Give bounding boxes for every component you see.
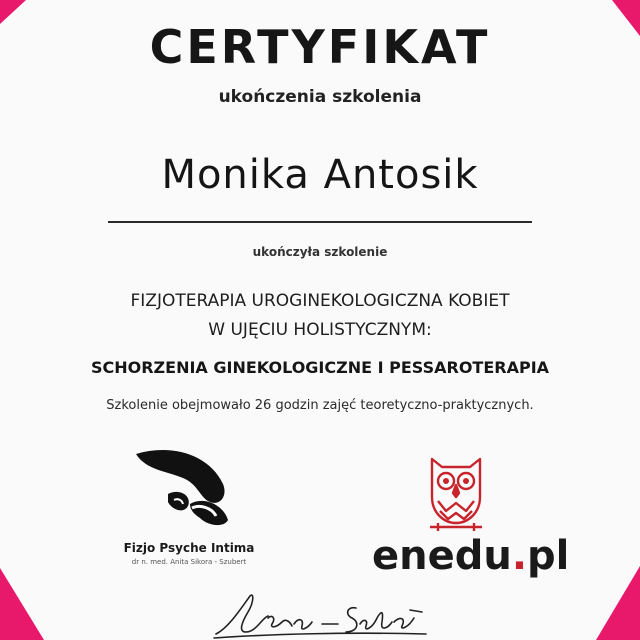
course-title-line1: FIZJOTERAPIA UROGINEKOLOGICZNA KOBIET [130,291,510,311]
enedu-wordmark [372,533,569,579]
fizjo-psyche-intima-subtitle: dr n. med. Anita Sikora - Szubert [131,558,247,566]
certificate-subtitle: ukończenia szkolenia [218,87,422,107]
enedu-wordmark-dot: . [511,533,528,579]
signature-image [210,588,430,640]
fizjo-psyche-intima-name: Fizjo Psyche Intima [123,541,255,555]
enedu-owl-icon [428,457,484,531]
corner-accent-bottom-right [590,560,640,640]
course-title-line3: SCHORZENIA GINEKOLOGICZNE I PESSAROTERAPIA [90,358,550,377]
name-underline [108,221,532,223]
course-title-line2: W UJĘCIU HOLISTYCZNYM: [208,320,432,340]
fizjo-psyche-intima-logo-icon [128,444,248,534]
certificate-title: CERTYFIKAT [149,20,491,74]
hours-note: Szkolenie obejmowało 26 godzin zajęć teoretyczno-praktycznych. [106,398,534,413]
enedu-wordmark-main: enedu [372,533,512,579]
completed-label: ukończyła szkolenie [252,245,388,259]
corner-accent-bottom-left [0,560,50,640]
recipient-name: Monika Antosik [161,152,479,198]
enedu-wordmark-tld: pl [527,533,570,579]
